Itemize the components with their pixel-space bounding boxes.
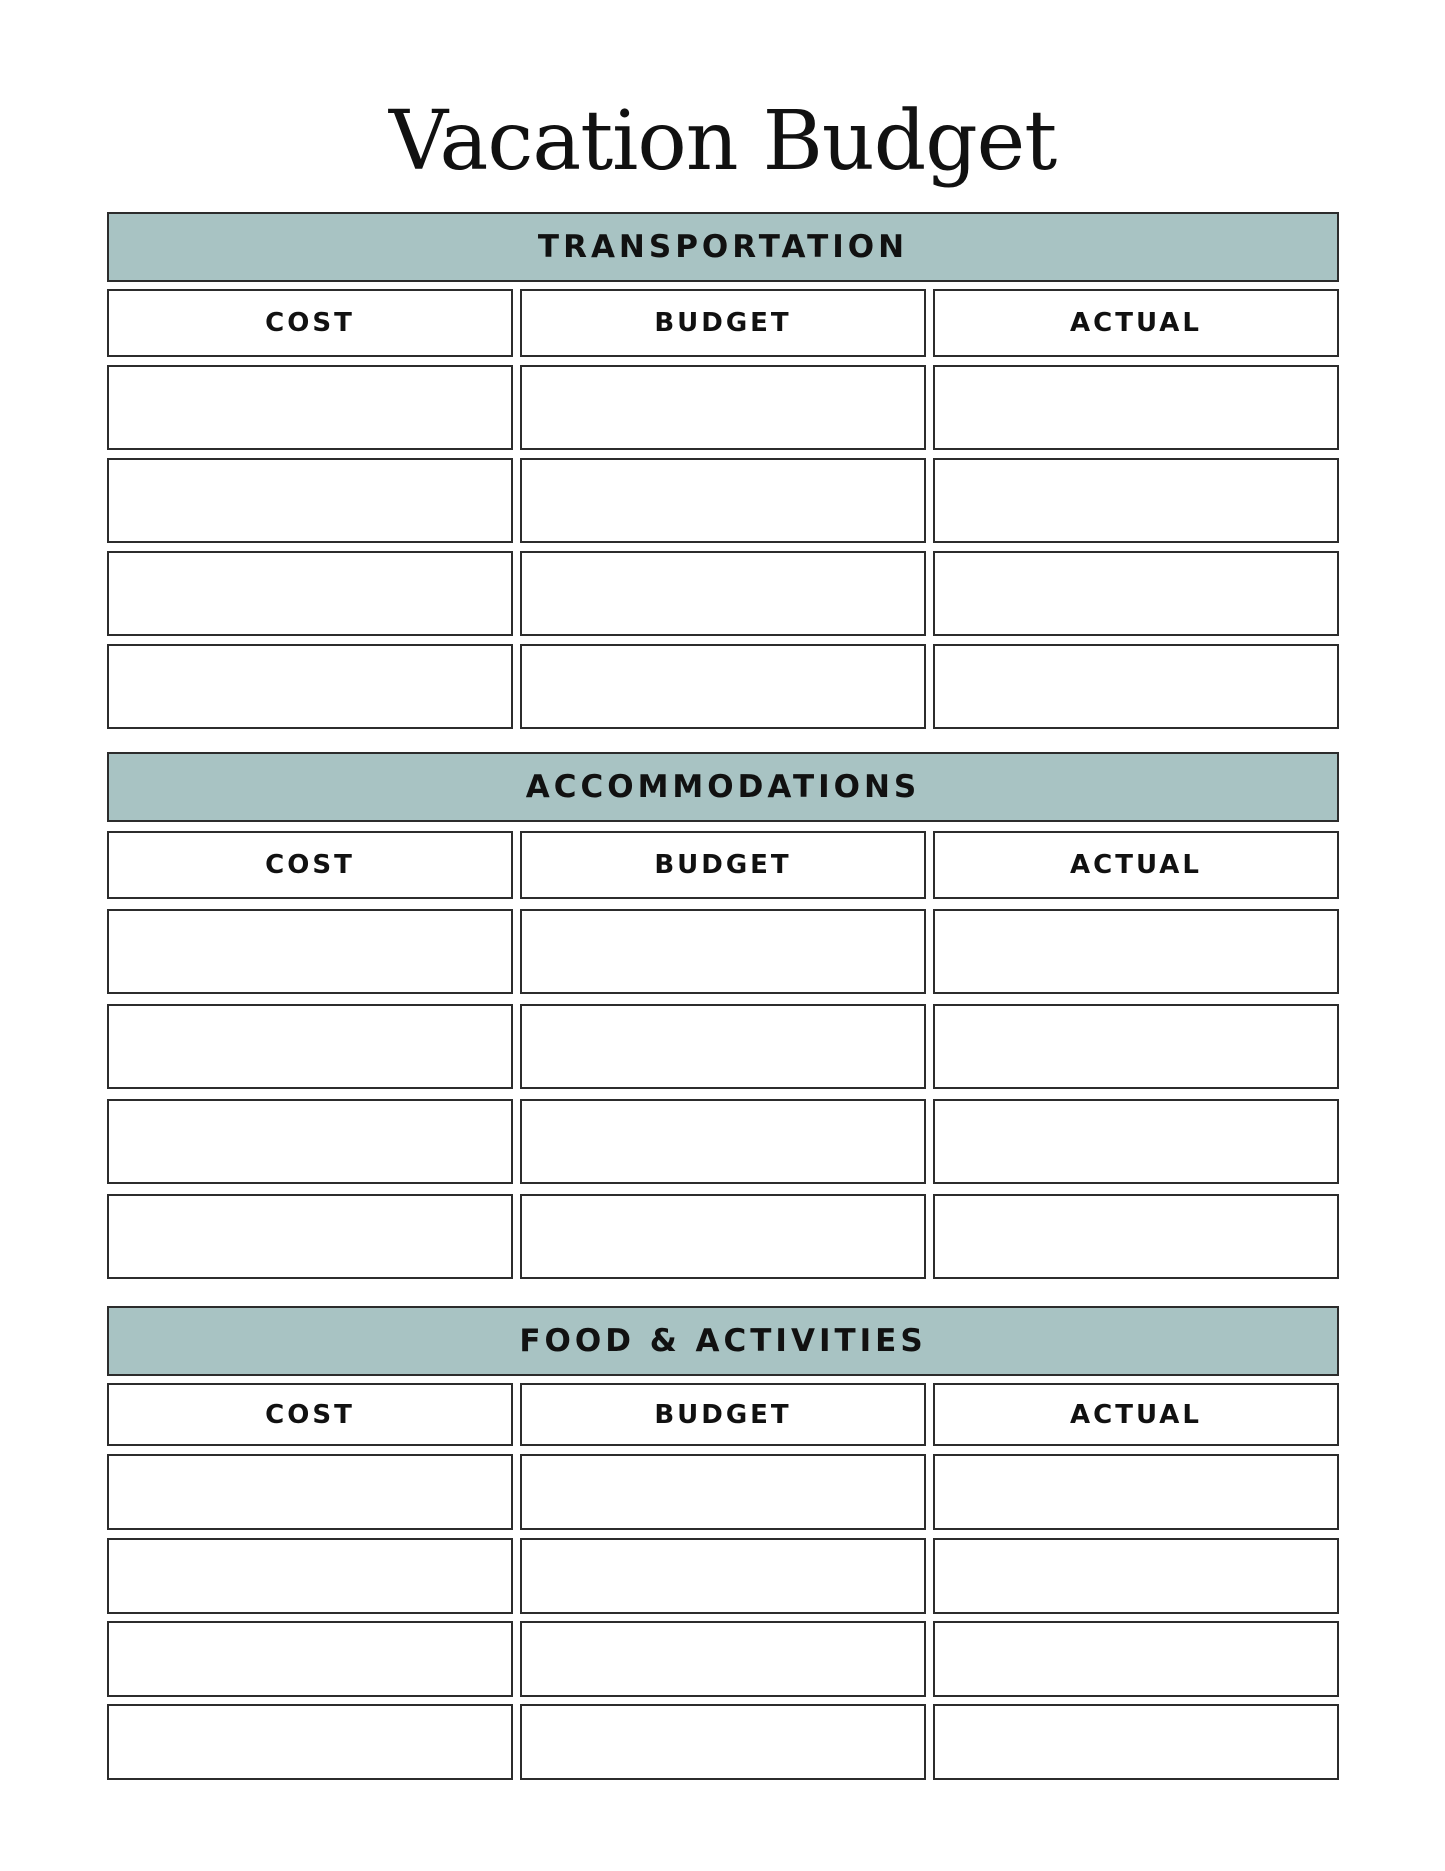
- actual-cell[interactable]: [933, 458, 1339, 543]
- budget-cell[interactable]: [520, 551, 926, 636]
- cost-cell[interactable]: [107, 551, 513, 636]
- actual-cell[interactable]: [933, 909, 1339, 994]
- actual-cell[interactable]: [933, 1538, 1339, 1614]
- budget-cell[interactable]: [520, 1194, 926, 1279]
- section-header: ACCOMMODATIONS: [107, 752, 1339, 822]
- cost-cell[interactable]: [107, 365, 513, 450]
- actual-cell[interactable]: [933, 1704, 1339, 1780]
- cost-cell[interactable]: [107, 644, 513, 729]
- column-header-actual: ACTUAL: [933, 831, 1339, 899]
- column-header-budget: BUDGET: [520, 1383, 926, 1446]
- cost-cell[interactable]: [107, 1099, 513, 1184]
- budget-cell[interactable]: [520, 1621, 926, 1697]
- budget-cell[interactable]: [520, 458, 926, 543]
- budget-cell[interactable]: [520, 1454, 926, 1530]
- actual-cell[interactable]: [933, 1454, 1339, 1530]
- cost-cell[interactable]: [107, 1194, 513, 1279]
- section-transportation: [107, 212, 1339, 730]
- column-header-cost: COST: [107, 1383, 513, 1446]
- cost-cell[interactable]: [107, 1621, 513, 1697]
- actual-cell[interactable]: [933, 365, 1339, 450]
- cost-cell[interactable]: [107, 458, 513, 543]
- cost-cell[interactable]: [107, 1454, 513, 1530]
- section-header: TRANSPORTATION: [107, 212, 1339, 282]
- column-header-actual: ACTUAL: [933, 1383, 1339, 1446]
- actual-cell[interactable]: [933, 1099, 1339, 1184]
- budget-cell[interactable]: [520, 909, 926, 994]
- cost-cell[interactable]: [107, 909, 513, 994]
- section-header: FOOD & ACTIVITIES: [107, 1306, 1339, 1376]
- column-header-actual: ACTUAL: [933, 289, 1339, 357]
- section-accommodations: [107, 752, 1339, 1280]
- budget-cell[interactable]: [520, 365, 926, 450]
- actual-cell[interactable]: [933, 1004, 1339, 1089]
- budget-cell[interactable]: [520, 644, 926, 729]
- cost-cell[interactable]: [107, 1004, 513, 1089]
- actual-cell[interactable]: [933, 551, 1339, 636]
- cost-cell[interactable]: [107, 1704, 513, 1780]
- actual-cell[interactable]: [933, 1621, 1339, 1697]
- budget-cell[interactable]: [520, 1538, 926, 1614]
- budget-cell[interactable]: [520, 1004, 926, 1089]
- budget-cell[interactable]: [520, 1704, 926, 1780]
- column-header-budget: BUDGET: [520, 289, 926, 357]
- page-title: Vacation Budget: [388, 94, 1057, 189]
- column-header-cost: COST: [107, 831, 513, 899]
- budget-cell[interactable]: [520, 1099, 926, 1184]
- actual-cell[interactable]: [933, 1194, 1339, 1279]
- section-food-activities: [107, 1306, 1339, 1780]
- actual-cell[interactable]: [933, 644, 1339, 729]
- column-header-cost: COST: [107, 289, 513, 357]
- column-header-budget: BUDGET: [520, 831, 926, 899]
- cost-cell[interactable]: [107, 1538, 513, 1614]
